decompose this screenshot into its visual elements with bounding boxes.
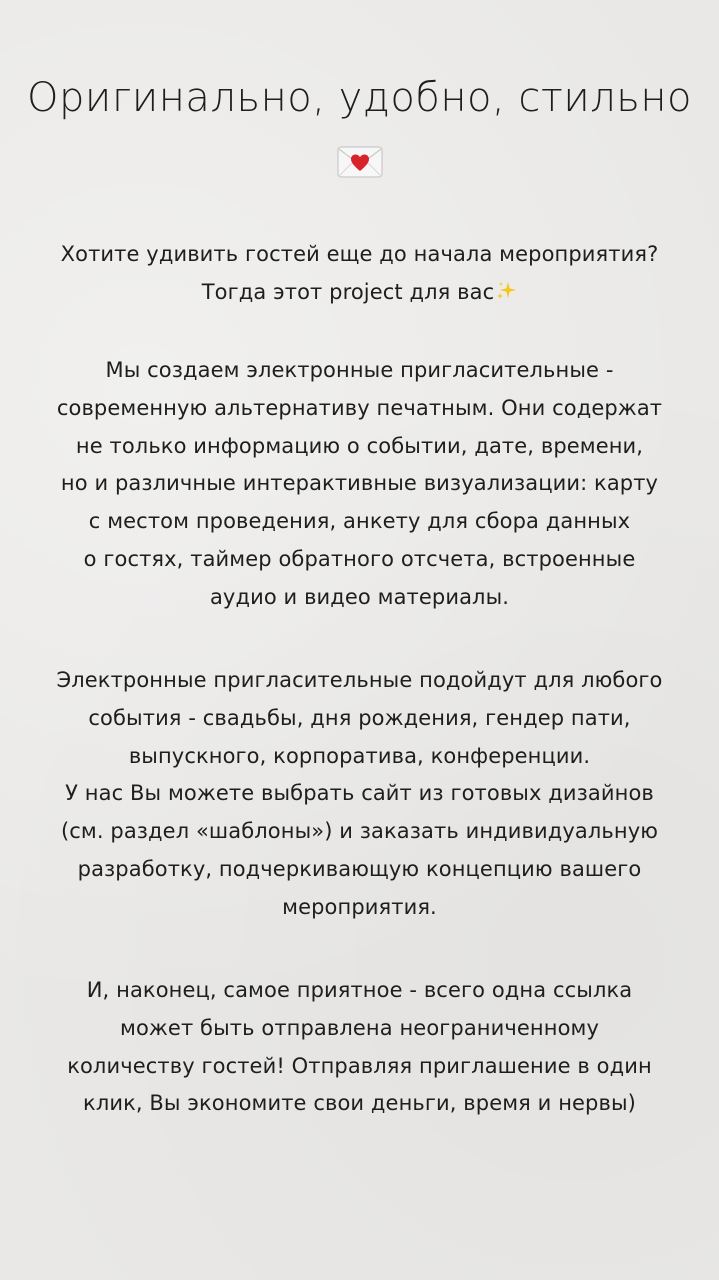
text-line: Тогда этот project для вас xyxy=(201,279,495,304)
text-line: но и различные интерактивные визуализации: карту xyxy=(60,471,659,496)
text-line: мероприятия. xyxy=(282,894,437,919)
text-line: Мы создаем электронные пригласительные - xyxy=(105,358,614,382)
events-paragraph xyxy=(20,662,699,927)
text-line: У нас Вы можете выбрать сайт из готовых дизайнов xyxy=(65,781,654,806)
text-line: (см. раздел «шаблоны») и заказать индивидуальную xyxy=(60,819,659,844)
text-line: о гостях, таймер обратного отсчета, встроенные xyxy=(83,546,636,571)
intro-paragraph xyxy=(20,236,699,312)
text-line: И, наконец, самое приятное - всего одна ссылка xyxy=(86,978,633,1002)
text-line: современную альтернативу печатным. Они содержат xyxy=(56,395,663,420)
text-line: Электронные пригласительные подойдут для любого xyxy=(56,668,663,692)
text-line: Хотите удивить гостей еще до начала мероприятия? xyxy=(60,242,659,266)
closing-paragraph xyxy=(20,972,699,1123)
text-line: разработку, подчеркивающую концепцию вашего xyxy=(77,856,642,881)
text-line: не только информацию о событии, дате, времени, xyxy=(75,433,644,458)
sparkles-icon xyxy=(495,280,517,302)
text-line: количеству гостей! Отправляя приглашение в один xyxy=(67,1053,652,1078)
text-line: аудио и видео материалы. xyxy=(209,584,510,609)
text-line: с местом проведения, анкету для сбора данных xyxy=(88,509,631,534)
text-line: события - свадьбы, дня рождения, гендер пати, xyxy=(88,705,631,730)
text-line: может быть отправлена неограниченному xyxy=(120,1015,599,1040)
love-letter-icon xyxy=(337,146,383,178)
text-line: выпускного, корпоратива, конференции. xyxy=(128,743,591,768)
description-paragraph xyxy=(20,352,699,617)
page-title: Оригинально, удобно, стильно xyxy=(27,75,692,121)
text-line: клик, Вы экономите свои деньги, время и нервы) xyxy=(83,1091,636,1116)
text-line-with-icon xyxy=(20,274,699,312)
